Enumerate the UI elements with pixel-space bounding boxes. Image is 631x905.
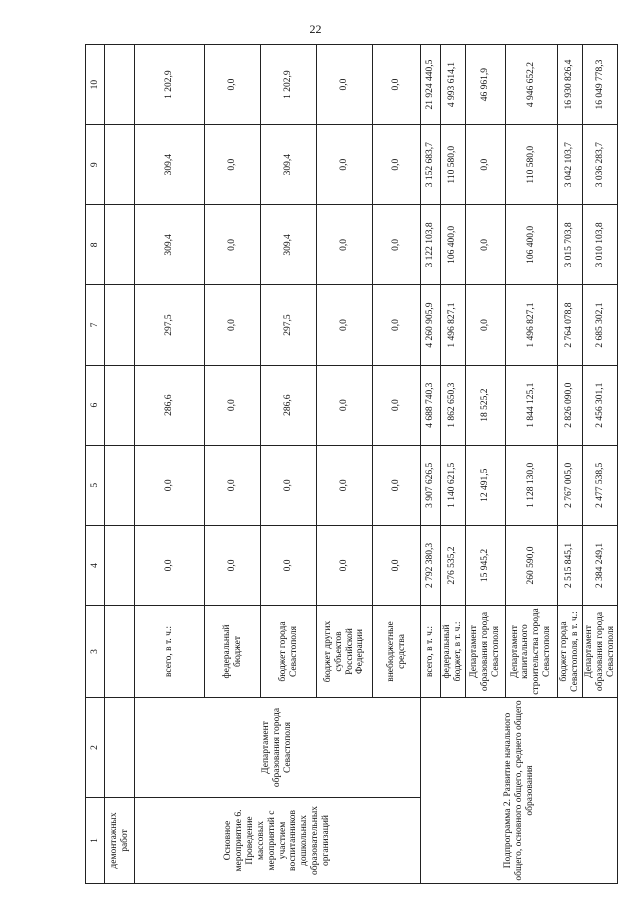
row-label: всего, в т. ч.: <box>135 606 205 698</box>
table-cell <box>105 285 135 365</box>
value-cell: 2 792 380,3 <box>421 525 441 605</box>
value-cell: 16 049 778,3 <box>582 45 618 125</box>
page-number: 22 <box>309 22 322 36</box>
value-cell: 2 767 005,0 <box>557 445 582 525</box>
value-cell: 0,0 <box>317 285 373 365</box>
row-label: бюджет других субъектов Российской Федерации <box>317 606 373 698</box>
value-cell: 0,0 <box>205 285 261 365</box>
value-cell: 110 580,0 <box>505 125 557 205</box>
row-label: бюджет города Севастополя <box>261 606 317 698</box>
header-cell: 6 <box>86 365 105 445</box>
value-cell: 0,0 <box>373 365 421 445</box>
value-cell: 106 400,0 <box>441 205 466 285</box>
value-cell: 0,0 <box>205 525 261 605</box>
value-cell: 18 525,2 <box>465 365 505 445</box>
value-cell: 4 688 740,3 <box>421 365 441 445</box>
value-cell: 0,0 <box>317 365 373 445</box>
value-cell: 0,0 <box>205 365 261 445</box>
value-cell: 0,0 <box>317 445 373 525</box>
rotated-table-wrapper <box>85 44 616 884</box>
table-row <box>135 45 205 884</box>
value-cell: 12 491,5 <box>465 445 505 525</box>
table-cell <box>105 365 135 445</box>
value-cell: 0,0 <box>317 205 373 285</box>
row-label: бюджет города Севастополя, в т. ч.: <box>557 606 582 698</box>
header-cell: 7 <box>86 285 105 365</box>
header-cell: 4 <box>86 525 105 605</box>
value-cell: 3 152 683,7 <box>421 125 441 205</box>
value-cell: 21 924 440,5 <box>421 45 441 125</box>
event6-executor: Департамент образования города Севастополя <box>135 698 421 798</box>
value-cell: 3 907 626,5 <box>421 445 441 525</box>
value-cell: 286,6 <box>135 365 205 445</box>
value-cell: 2 384 249,1 <box>582 525 618 605</box>
event6-title: Основное мероприятие 6. Проведение массовых мероприятий с участием воспитанников дошкольных образовательных организаций <box>135 798 421 884</box>
value-cell: 3 036 283,7 <box>582 125 618 205</box>
value-cell: 110 580,0 <box>441 125 466 205</box>
header-row <box>86 45 105 884</box>
budget-table <box>85 44 618 884</box>
value-cell: 0,0 <box>317 525 373 605</box>
value-cell: 0,0 <box>373 285 421 365</box>
value-cell: 0,0 <box>205 205 261 285</box>
value-cell: 309,4 <box>135 205 205 285</box>
value-cell: 0,0 <box>261 445 317 525</box>
header-cell: 3 <box>86 606 105 698</box>
value-cell: 2 826 090,0 <box>557 365 582 445</box>
value-cell: 3 042 103,7 <box>557 125 582 205</box>
value-cell: 1 140 621,5 <box>441 445 466 525</box>
table-row <box>105 45 135 884</box>
value-cell: 309,4 <box>135 125 205 205</box>
value-cell: 16 930 826,4 <box>557 45 582 125</box>
value-cell: 276 535,2 <box>441 525 466 605</box>
value-cell: 15 945,2 <box>465 525 505 605</box>
value-cell: 0,0 <box>205 445 261 525</box>
value-cell: 0,0 <box>373 205 421 285</box>
row-label: Департамент образования города Севастополя <box>465 606 505 698</box>
value-cell: 46 961,9 <box>465 45 505 125</box>
value-cell: 260 590,0 <box>505 525 557 605</box>
table-row <box>421 45 441 884</box>
value-cell: 0,0 <box>205 125 261 205</box>
value-cell: 3 010 103,8 <box>582 205 618 285</box>
header-cell: 1 <box>86 798 105 884</box>
value-cell: 0,0 <box>317 125 373 205</box>
value-cell: 4 260 905,9 <box>421 285 441 365</box>
value-cell: 4 993 614,1 <box>441 45 466 125</box>
value-cell: 3 122 103,8 <box>421 205 441 285</box>
table-cell <box>105 445 135 525</box>
value-cell: 0,0 <box>373 525 421 605</box>
value-cell: 1 862 650,3 <box>441 365 466 445</box>
value-cell: 1 496 827,1 <box>505 285 557 365</box>
value-cell: 2 456 301,1 <box>582 365 618 445</box>
value-cell: 0,0 <box>373 125 421 205</box>
value-cell: 1 496 827,1 <box>441 285 466 365</box>
table-cell <box>105 525 135 605</box>
row-label: всего, в т. ч.: <box>421 606 441 698</box>
table-cell <box>105 606 135 698</box>
value-cell: 286,6 <box>261 365 317 445</box>
value-cell: 0,0 <box>135 525 205 605</box>
subprogram2-title: Подпрограмма 2. Развитие начального общего, основного общего, среднего общего образования <box>421 698 618 884</box>
value-cell: 0,0 <box>317 45 373 125</box>
value-cell: 106 400,0 <box>505 205 557 285</box>
value-cell: 0,0 <box>135 445 205 525</box>
value-cell: 0,0 <box>465 205 505 285</box>
row-label: внебюджетные средства <box>373 606 421 698</box>
table-cell <box>105 698 135 798</box>
value-cell: 0,0 <box>205 45 261 125</box>
table-cell <box>105 125 135 205</box>
value-cell: 309,4 <box>261 205 317 285</box>
value-cell: 0,0 <box>261 525 317 605</box>
table-cell <box>105 45 135 125</box>
value-cell: 0,0 <box>373 45 421 125</box>
header-cell: 8 <box>86 205 105 285</box>
value-cell: 309,4 <box>261 125 317 205</box>
value-cell: 3 015 703,8 <box>557 205 582 285</box>
value-cell: 2 685 302,1 <box>582 285 618 365</box>
header-cell: 5 <box>86 445 105 525</box>
row-label: федеральный бюджет, в т. ч.: <box>441 606 466 698</box>
value-cell: 4 946 652,2 <box>505 45 557 125</box>
value-cell: 0,0 <box>465 285 505 365</box>
header-cell: 2 <box>86 698 105 798</box>
header-cell: 10 <box>86 45 105 125</box>
value-cell: 1 202,9 <box>261 45 317 125</box>
value-cell: 0,0 <box>465 125 505 205</box>
value-cell: 2 515 845,1 <box>557 525 582 605</box>
value-cell: 297,5 <box>261 285 317 365</box>
header-cell: 9 <box>86 125 105 205</box>
row-label: Департамент образования города Севастополя <box>582 606 618 698</box>
value-cell: 1 202,9 <box>135 45 205 125</box>
value-cell: 2 477 538,5 <box>582 445 618 525</box>
value-cell: 1 128 130,0 <box>505 445 557 525</box>
value-cell: 2 764 078,8 <box>557 285 582 365</box>
value-cell: 297,5 <box>135 285 205 365</box>
row-label: федеральный бюджет <box>205 606 261 698</box>
value-cell: 0,0 <box>373 445 421 525</box>
table-cell: демонтажных работ <box>105 798 135 884</box>
row-label: Департамент капитального строительства города Севастополя <box>505 606 557 698</box>
value-cell: 1 844 125,1 <box>505 365 557 445</box>
table-cell <box>105 205 135 285</box>
